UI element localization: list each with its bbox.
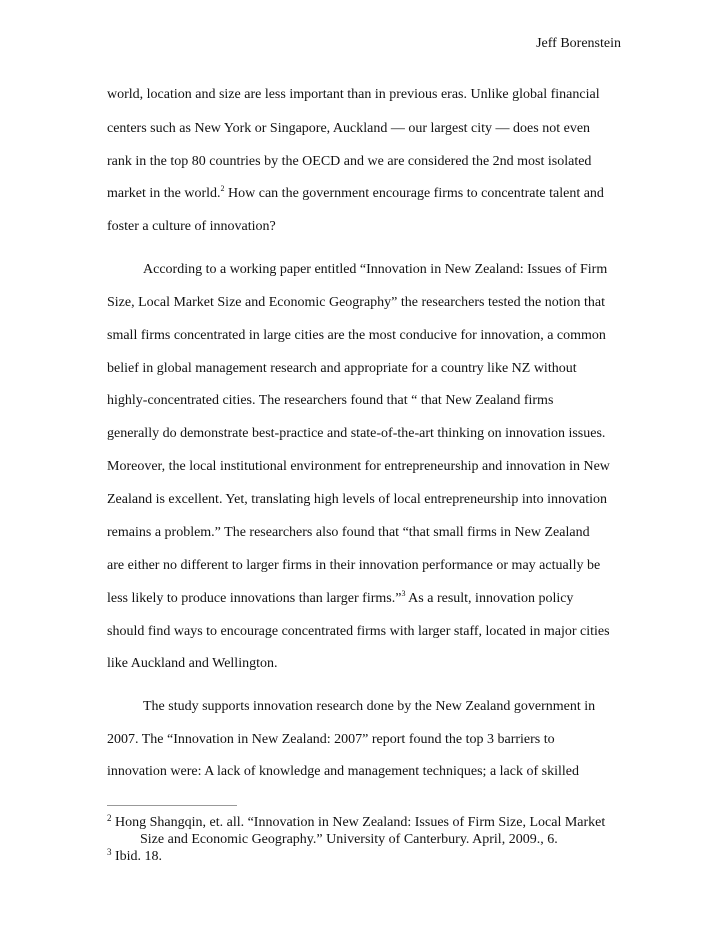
paragraph-line: like Auckland and Wellington. (107, 656, 278, 671)
paragraph-line: foster a culture of innovation? (107, 219, 276, 234)
paragraph-line: should find ways to encourage concentrated firms with larger staff, located in major cities (107, 624, 610, 639)
paragraph-line: are either no different to larger firms in their innovation performance or may actually be (107, 558, 601, 573)
paragraph-line: 2007. The “Innovation in New Zealand: 2007” report found the top 3 barriers to (107, 732, 555, 747)
paragraph-line: Size, Local Market Size and Economic Geography” the researchers tested the notion that (107, 295, 605, 310)
running-header-author: Jeff Borenstein (536, 36, 621, 51)
paragraph-line: less likely to produce innovations than larger firms.”$^3$ As a result, innovation policy (107, 589, 574, 606)
paragraph-line: Zealand is excellent. Yet, translating high levels of local entrepreneurship into innovation (107, 492, 607, 507)
paragraph-line: According to a working paper entitled “Innovation in New Zealand: Issues of Firm (143, 262, 608, 277)
paragraph-line: remains a problem.” The researchers also found that “that small firms in New Zealand (107, 525, 590, 540)
paragraph-line: world, location and size are less important than in previous eras. Unlike global financial (107, 87, 600, 102)
footnote-separator (107, 805, 237, 806)
footnote-2: $^2$ Hong Shangqin, et. all. “Innovation in New Zealand: Issues of Firm Size, Local Market (107, 813, 606, 830)
footnote-ref-3: 3 (401, 589, 406, 598)
paragraph-line: rank in the top 80 countries by the OECD and we are considered the 2nd most isolated (107, 154, 592, 169)
paragraph-line: small firms concentrated in large cities are the most conducive for innovation, a common (107, 328, 606, 343)
paragraph-line: The study supports innovation research done by the New Zealand government in (143, 699, 596, 714)
paragraph-line: market in the world.$^2$ How can the government encourage firms to concentrate talent and (107, 184, 604, 201)
footnote-2-continued: Size and Economic Geography.” University of Canterbury. April, 2009., 6. (140, 832, 558, 847)
footnote-ref-2: 2 (220, 184, 225, 193)
paragraph-line: innovation were: A lack of knowledge and management techniques; a lack of skilled (107, 764, 579, 779)
paragraph-line: Moreover, the local institutional environment for entrepreneurship and innovation in New (107, 459, 610, 474)
paragraph-line: belief in global management research and appropriate for a country like NZ without (107, 361, 577, 376)
footnote-3: $^3$ Ibid. 18. (107, 847, 163, 864)
paragraph-line: highly-concentrated cities. The researchers found that “ that New Zealand firms (107, 393, 554, 408)
paragraph-line: centers such as New York or Singapore, Auckland — our largest city — does not even (107, 121, 591, 136)
paragraph-line: generally do demonstrate best-practice and state-of-the-art thinking on innovation issues. (107, 426, 606, 441)
